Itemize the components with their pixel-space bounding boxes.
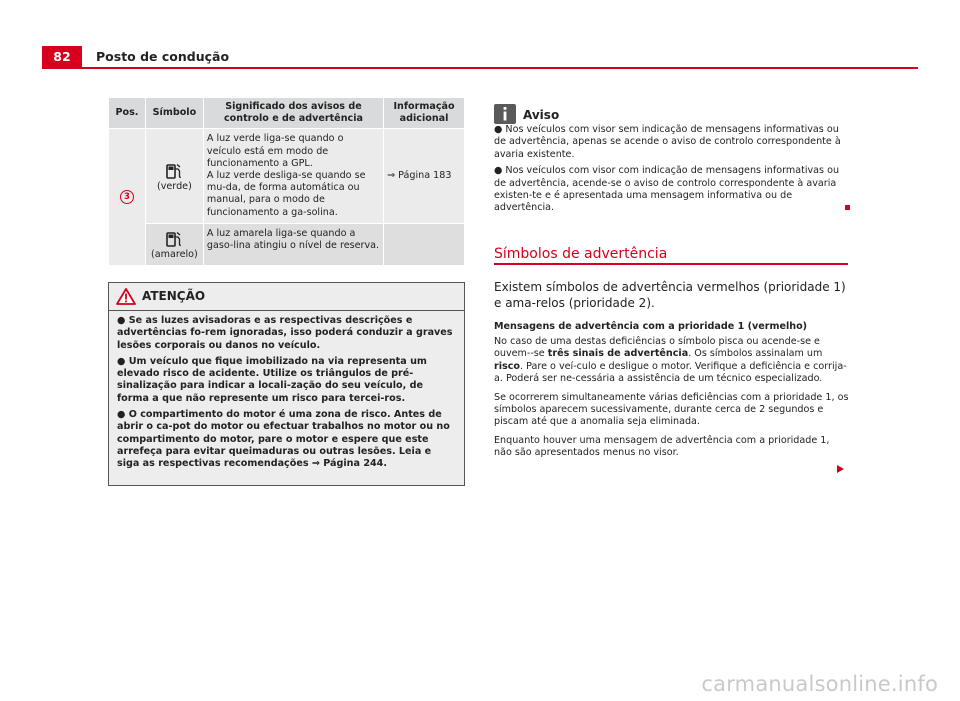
page-number: 82 — [42, 46, 82, 68]
note-title: Aviso — [523, 108, 560, 122]
meaning-line: A luz verde liga-se quando o veículo está em modo de funcionamento a GPL. — [206, 133, 344, 169]
note-item: ● Nos veículos com visor sem indicação de mensagens informativas ou de advertência, apenas se acende o aviso de controlo correspondente à avaria existente. — [494, 124, 841, 160]
warning-body — [109, 311, 464, 471]
symbol-color-label: (amarelo) — [151, 248, 198, 260]
warning-title: ATENÇÃO — [142, 289, 206, 303]
note-item: ● Nos veículos com visor com indicação de mensagens informativas ou de advertência, acende-se o aviso de controlo correspondente à avaria existen-te e é apresentada uma mensagem informativa ou de advertência. — [494, 165, 850, 215]
table-header-row — [109, 98, 465, 129]
page-header-title: Posto de condução — [96, 49, 230, 64]
continue-arrow-icon — [837, 465, 844, 473]
meaning-cell — [203, 223, 383, 265]
note-body — [494, 124, 850, 219]
info-cell — [384, 223, 465, 265]
col-header-symbol: Símbolo — [145, 98, 203, 129]
fuel-pump-gpl-icon — [165, 230, 183, 248]
meaning-line: A luz verde desliga-se quando se mu-da, de forma automática ou manual, para o modo de funcionamento a ga-solina. — [206, 170, 366, 218]
meaning-line: A luz amarela liga-se quando a gaso-lina atingiu o nível de reserva. — [206, 227, 380, 252]
symbol-cell — [145, 129, 203, 223]
warning-lights-table — [108, 97, 465, 266]
symbol-cell — [145, 223, 203, 265]
col-header-info: Informação adicional — [384, 98, 465, 129]
paragraph: No caso de uma destas deficiências o símbolo pisca ou acende-se e ouvem--se três sinais de advertência. Os símbolos assinalam um risco. Pare o veí-culo e desligue o motor. Verifique a deficiência e corrija-a. Poderá ser ne-cessária a assistência de um técnico especializado. — [494, 336, 847, 385]
table-row — [109, 223, 465, 265]
col-header-pos: Pos. — [109, 98, 146, 129]
section-intro: Existem símbolos de advertência vermelhos (prioridade 1) e ama-relos (prioridade 2). — [494, 280, 846, 310]
note-info-icon — [494, 104, 516, 124]
section-divider — [494, 263, 848, 265]
warning-item: ● O compartimento do motor é uma zona de risco. Antes de abrir o ca-pot do motor ou efectuar trabalhos no motor ou no compartimento do motor, pare o motor e espere que este arrefeça para evitar queimaduras ou outras lesões. Leia e siga as respectivas recomendações ⇒ Página 244. — [117, 409, 450, 470]
meaning-cell — [203, 129, 383, 223]
end-of-section-marker — [845, 205, 850, 210]
warning-header — [109, 283, 464, 311]
section-body — [494, 336, 850, 466]
paragraph: Enquanto houver uma mensagem de advertência com a prioridade 1, não são apresentados menus no visor. — [494, 434, 830, 459]
paragraph: Se ocorrerem simultaneamente várias deficiências com a prioridade 1, os símbolos aparecem sucessivamente, durante cerca de 2 segundos e piscam até que a anomalia seja eliminada. — [494, 391, 849, 428]
pos-cell — [109, 129, 146, 266]
page-reference-link[interactable]: ⇒ Página 183 — [387, 170, 452, 182]
warning-item: ● Se as luzes avisadoras e as respectivas descrições e advertências fo-rem ignoradas, isso poderá conduzir a graves lesões corporais ou danos no veículo. — [117, 315, 453, 351]
symbol-color-label: (verde) — [156, 180, 192, 192]
warning-triangle-icon — [116, 288, 136, 305]
warning-item: ● Um veículo que fique imobilizado na via representa um elevado risco de acidente. Utilize os triângulos de pré-sinalização para indicar a locali-zação do seu veículo, de forma a que não represente um risco para tercei-ros. — [117, 355, 427, 404]
position-marker: 3 — [120, 190, 134, 204]
header-divider — [42, 67, 918, 69]
col-header-meaning: Significado dos avisos de controlo e de advertência — [203, 98, 383, 129]
warning-box — [108, 282, 465, 486]
fuel-pump-gpl-icon — [165, 162, 183, 180]
section-title: Símbolos de advertência — [494, 246, 668, 262]
watermark: carmanualsonline.info — [701, 672, 938, 696]
table-row — [109, 129, 465, 223]
subheading: Mensagens de advertência com a prioridade 1 (vermelho) — [494, 321, 808, 332]
info-cell — [384, 129, 465, 223]
